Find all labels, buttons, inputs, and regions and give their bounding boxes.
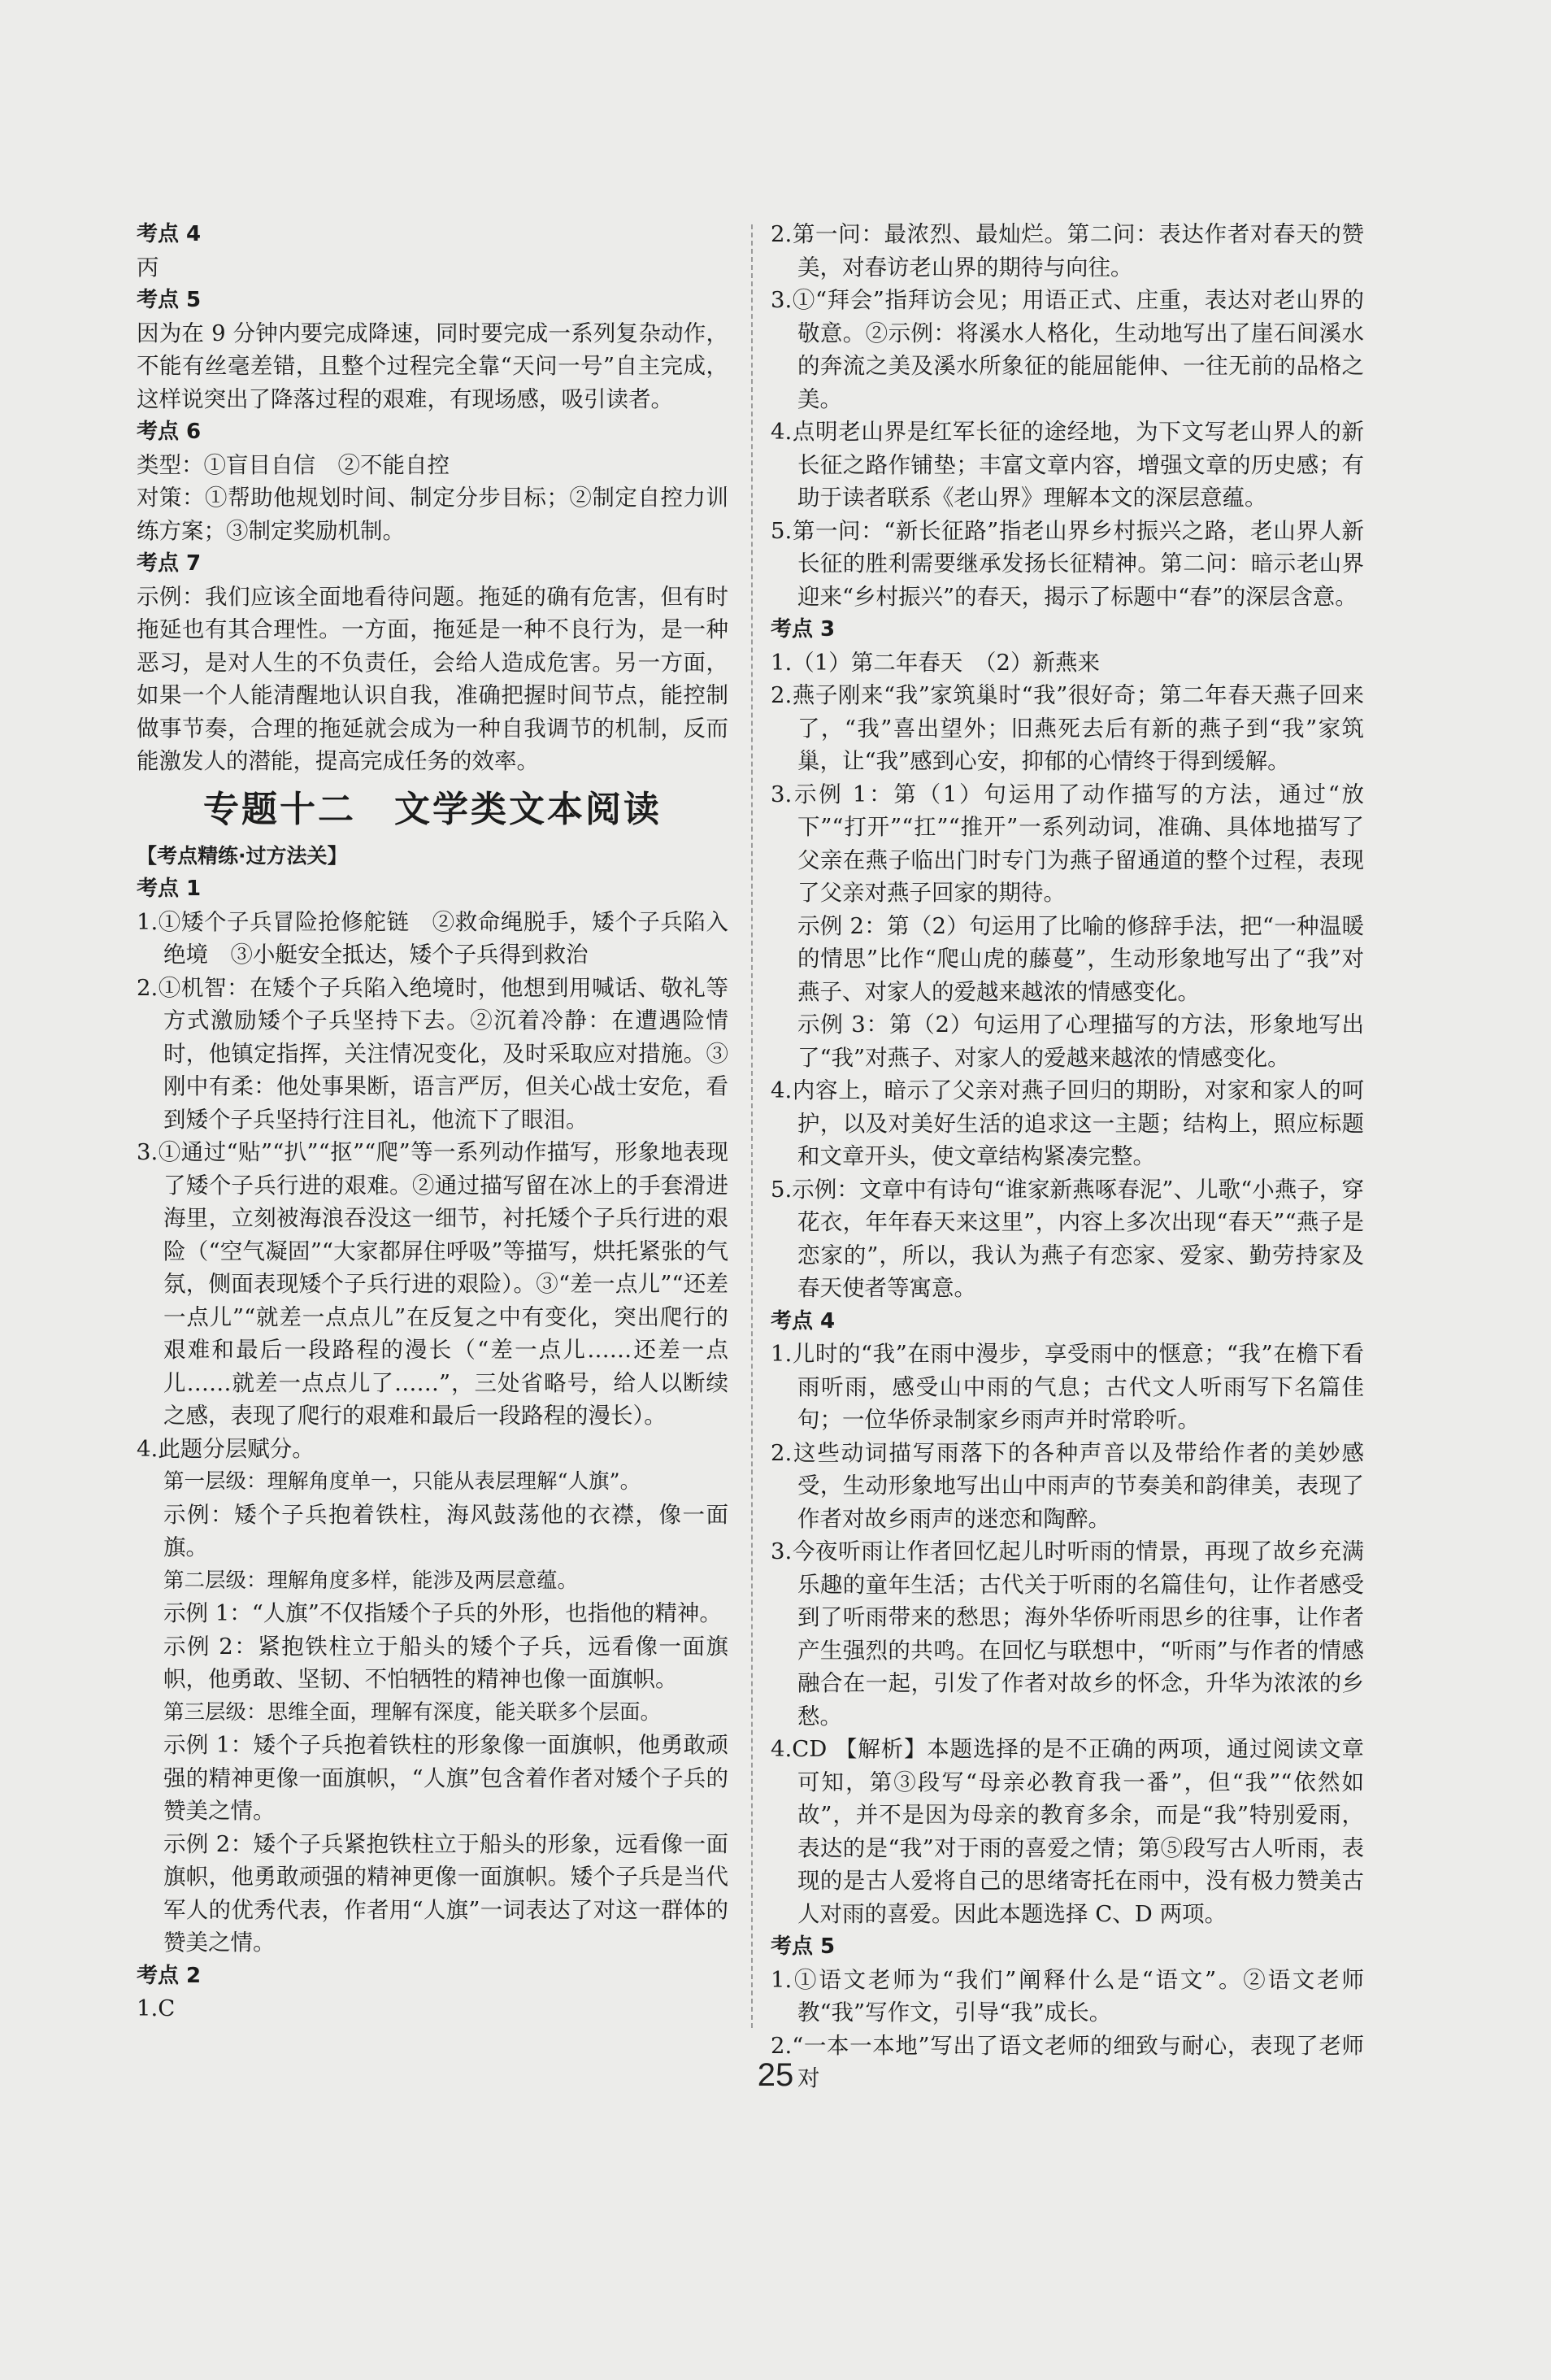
paragraph: 丙 [137, 254, 159, 281]
paragraph: 对策：①帮助他规划时间、制定分步目标；②制定自控力训练方案；③制定奖励机制。 [137, 485, 728, 544]
column-divider [751, 224, 753, 2028]
section-heading: 考点 6 [137, 420, 202, 444]
section-heading: 考点 3 [771, 617, 836, 642]
answer-item: 5.示例：文章中有诗句“谁家新燕啄春泥”、儿歌“小燕子，穿花衣，年年春天来这里”，内容上多次出现“春天”“燕子是恋家的”，所以，我认为燕子有恋家、爱家、勤劳持家及春天使者等寓意。 [771, 1176, 1364, 1301]
topic-title: 专题十二 文学类文本阅读 [203, 788, 662, 830]
section-heading: 考点 1 [137, 877, 202, 901]
paragraph: 第三层级：思维全面，理解有深度，能关联多个层面。 [163, 1699, 662, 1725]
paragraph: 示例：矮个子兵抱着铁柱，海风鼓荡他的衣襟，像一面旗。 [163, 1501, 728, 1560]
answer-item: 2.燕子刚来“我”家筑巢时“我”很好奇；第二年春天燕子回来了，“我”喜出望外；旧燕死去后有新的燕子到“我”家筑巢，让“我”感到心安，抑郁的心情终于得到缓解。 [771, 682, 1364, 774]
answer-item: 3.今夜听雨让作者回忆起儿时听雨的情景，再现了故乡充满乐趣的童年生活；古代关于听雨的名篇佳句，让作者感受到了听雨带来的愁思；海外华侨听雨思乡的往事，让作者产生强烈的共鸣。在回忆与联想中，“听雨”与作者的情感融合在一起，引发了作者对故乡的怀念，升华为浓浓的乡愁。 [771, 1538, 1364, 1730]
paragraph: 示例 2：矮个子兵紧抱铁柱立于船头的形象，远看像一面旗帜，他勇敢顽强的精神更像一面旗帜。矮个子兵是当代军人的优秀代表，作者用“人旗”一词表达了对这一群体的赞美之情。 [163, 1830, 728, 1956]
subsection-label: 【考点精练·过方法关】 [137, 843, 348, 868]
answer-item: 3.示例 1：第（1）句运用了动作描写的方法，通过“放下”“打开”“扛”“推开”一系列动词，准确、具体地描写了父亲在燕子临出门时专门为燕子留通道的整个过程，表现了父亲对燕子回家的期待。 [771, 781, 1364, 906]
answer-item: 2.第一问：最浓烈、最灿烂。第二问：表达作者对春天的赞美，对春访老山界的期待与向往。 [771, 221, 1364, 281]
paragraph: 第一层级：理解角度单一，只能从表层理解“人旗”。 [163, 1469, 641, 1494]
page-number: 25 [757, 2057, 794, 2093]
paragraph: 1.C [137, 1995, 176, 2021]
right-column [771, 218, 1364, 2095]
section-heading: 考点 7 [137, 551, 202, 576]
section-heading: 考点 4 [771, 1308, 836, 1334]
answer-item: 3.①“拜会”指拜访会见；用语正式、庄重，表达对老山界的敬意。②示例：将溪水人格化，生动地写出了崖石间溪水的奔流之美及溪水所象征的能屈能伸、一往无前的品格之美。 [771, 287, 1364, 412]
answer-item: 2.这些动词描写雨落下的各种声音以及带给作者的美妙感受，生动形象地写出山中雨声的节奏美和韵律美，表现了作者对故乡雨声的迷恋和陶醉。 [771, 1439, 1364, 1532]
answer-item: 1.儿时的“我”在雨中漫步，享受雨中的惬意；“我”在檐下看雨听雨，感受山中雨的气息；古代文人听雨写下名篇佳句；一位华侨录制家乡雨声并时常聆听。 [771, 1341, 1364, 1433]
answer-item: 4.内容上，暗示了父亲对燕子回归的期盼，对家和家人的呵护，以及对美好生活的追求这一主题；结构上，照应标题和文章开头，使文章结构紧凑完整。 [771, 1077, 1364, 1169]
answer-item: 2.“一本一本地”写出了语文老师的细致与耐心，表现了老师对 [771, 2032, 1364, 2091]
paragraph: 示例 1：矮个子兵抱着铁柱的形象像一面旗帜，他勇敢顽强的精神更像一面旗帜，“人旗”包含着作者对矮个子兵的赞美之情。 [163, 1732, 728, 1824]
answer-item: 4.点明老山界是红军长征的途经地，为下文写老山界人的新长征之路作铺垫；丰富文章内容，增强文章的历史感；有助于读者联系《老山界》理解本文的深层意蕴。 [771, 419, 1364, 511]
left-column [137, 218, 728, 2025]
answer-item: 3.①通过“贴”“扒”“抠”“爬”等一系列动作描写，形象地表现了矮个子兵行进的艰难。②通过描写留在冰上的手套滑进海里，立刻被海浪吞没这一细节，衬托矮个子兵行进的艰险（“空气凝固”“大家都屏住呼吸”等描写，烘托紧张的气氛，侧面表现矮个子兵行进的艰险）。③“差一点儿”“还差一点儿”“就差一点点儿”在反复之中有变化，突出爬行的艰难和最后一段路程的漫长（“差一点儿……还差一点儿……就差一点点儿了……”，三处省略号，给人以断续之感，表现了爬行的艰难和最后一段路程的漫长）。 [137, 1139, 728, 1429]
section-heading: 考点 5 [771, 1934, 836, 1959]
answer-item: 1.①语文老师为“我们”阐释什么是“语文”。②语文老师教“我”写作文，引导“我”成长。 [771, 1966, 1364, 2025]
paragraph: 示例：我们应该全面地看待问题。拖延的确有危害，但有时拖延也有其合理性。一方面，拖延是一种不良行为，是一种恶习，是对人生的不负责任，会给人造成危害。另一方面，如果一个人能清醒地认识自我，准确把握时间节点，能控制做事节奏，合理的拖延就会成为一种自我调节的机制，反而能激发人的潜能，提高完成任务的效率。 [137, 583, 728, 774]
answer-item: 2.①机智：在矮个子兵陷入绝境时，他想到用喊话、敬礼等方式激励矮个子兵坚持下去。②沉着冷静：在遭遇险情时，他镇定指挥，关注情况变化，及时采取应对措施。③刚中有柔：他处事果断，语言严厉，但关心战士安危，看到矮个子兵坚持行注目礼，他流下了眼泪。 [137, 974, 728, 1133]
section-heading: 考点 2 [137, 1963, 202, 1988]
answer-item: 4.此题分层赋分。 [137, 1435, 315, 1462]
answer-item: 5.第一问：“新长征路”指老山界乡村振兴之路，老山界人新长征的胜利需要继承发扬长征精神。第二问：暗示老山界迎来“乡村振兴”的春天，揭示了标题中“春”的深层含意。 [771, 517, 1364, 610]
paragraph: 示例 2：紧抱铁柱立于船头的矮个子兵，远看像一面旗帜，他勇敢、坚韧、不怕牺牲的精神也像一面旗帜。 [163, 1633, 728, 1692]
paragraph: 示例 3：第（2）句运用了心理描写的方法，形象地写出了“我”对燕子、对家人的爱越来越浓的情感变化。 [797, 1012, 1364, 1071]
answer-item: 1.（1）第二年春天 （2）新燕来 [771, 649, 1100, 676]
paragraph: 因为在 9 分钟内要完成降速，同时要完成一系列复杂动作，不能有丝毫差错，且整个过程完全靠“天问一号”自主完成，这样说突出了降落过程的艰难，有现场感，吸引读者。 [137, 320, 728, 412]
paragraph: 类型：①盲目自信 ②不能自控 [137, 451, 450, 478]
answer-item: 4.CD 【解析】本题选择的是不正确的两项，通过阅读文章可知，第③段写“母亲必教育我一番”，但“我”“依然如故”，并不是因为母亲的教育多余，而是“我”特别爱雨，表达的是“我”对于雨的喜爱之情；第⑤段写古人听雨，表现的是古人爱将自己的思绪寄托在雨中，没有极力赞美古人对雨的喜爱。因此本题选择 C、D 两项。 [771, 1736, 1364, 1927]
paragraph: 示例 1：“人旗”不仅指矮个子兵的外形，也指他的精神。 [163, 1600, 722, 1626]
section-heading: 考点 5 [137, 288, 202, 312]
paragraph: 第二层级：理解角度多样，能涉及两层意蕴。 [163, 1568, 579, 1593]
answer-item: 1.①矮个子兵冒险抢修舵链 ②救命绳脱手，矮个子兵陷入绝境 ③小艇安全抵达，矮个子兵得到救治 [137, 908, 728, 968]
section-heading: 考点 4 [137, 222, 202, 246]
paragraph: 示例 2：第（2）句运用了比喻的修辞手法，把“一种温暖的情思”比作“爬山虎的藤蔓”，生动形象地写出了“我”对燕子、对家人的爱越来越浓的情感变化。 [797, 912, 1364, 1005]
